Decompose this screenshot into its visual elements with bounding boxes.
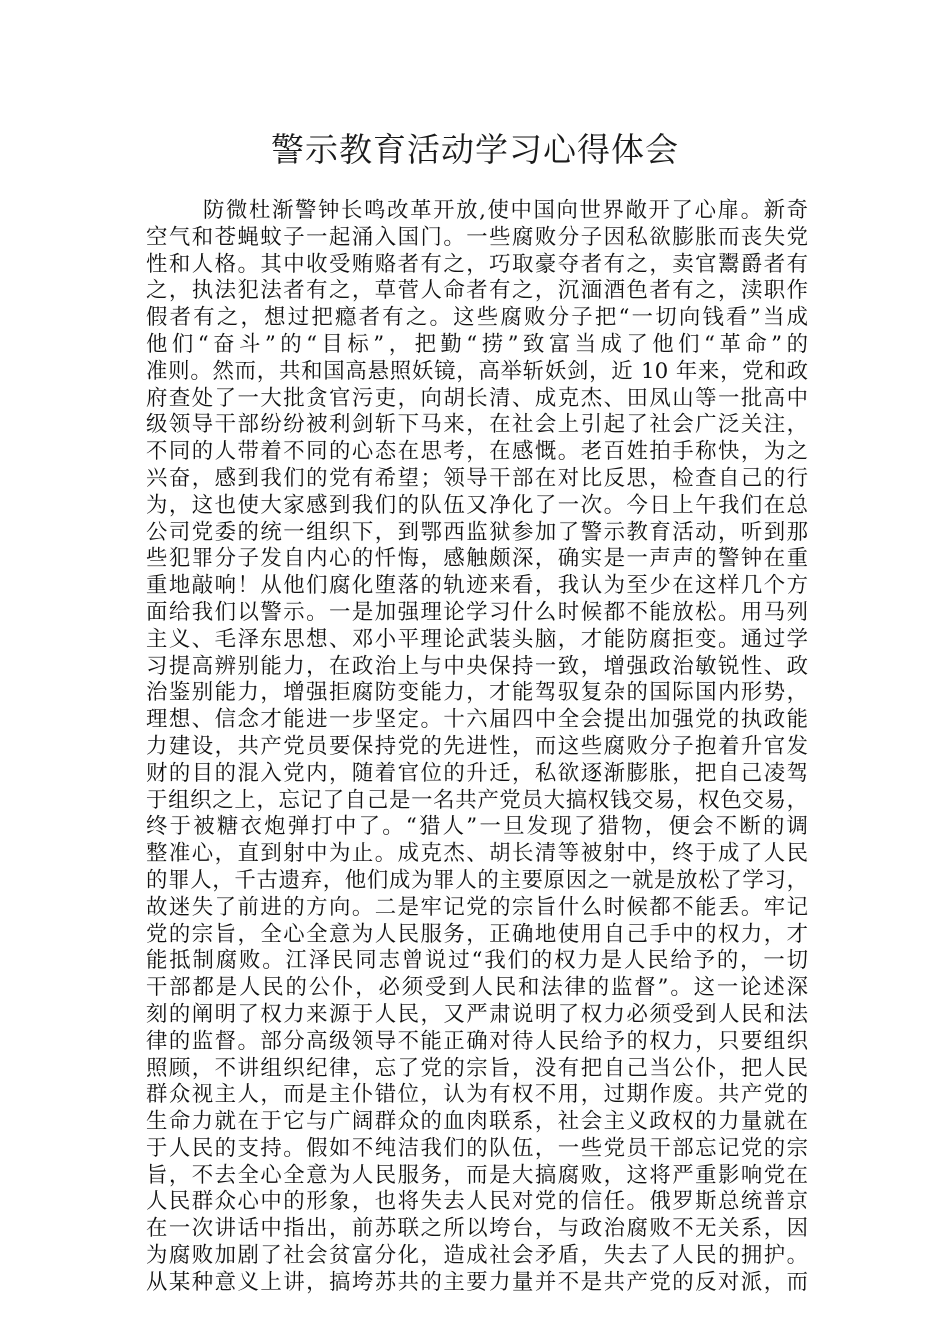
body-line: 能抵制腐败。江泽民同志曾说过“我们的权力是人民给予的，一切 — [146, 948, 808, 974]
body-line: 面给我们以警示。一是加强理论学习什么时候都不能放松。用马列 — [146, 599, 808, 625]
body-line: 级领导干部纷纷被利剑斩下马来，在社会上引起了社会广泛关注， — [146, 412, 808, 438]
body-line: 刻的阐明了权力来源于人民，又严肃说明了权力必须受到人民和法 — [146, 1001, 808, 1027]
body-line: 些犯罪分子发自内心的忏悔，感触颇深，确实是一声声的警钟在重 — [146, 546, 808, 572]
body-line: 于人民的支持。假如不纯洁我们的队伍，一些党员干部忘记党的宗 — [146, 1135, 808, 1161]
body-line: 不同的人带着不同的心态在思考，在感慨。老百姓拍手称快，为之 — [146, 439, 808, 465]
body-line: 党的宗旨，全心全意为人民服务，正确地使用自己手中的权力，才 — [146, 921, 808, 947]
body-line: 兴奋，感到我们的党有希望；领导干部在对比反思，检查自己的行 — [146, 465, 808, 491]
body-line: 防微杜渐警钟长鸣改革开放,使中国向世界敞开了心扉。新奇 — [203, 198, 808, 223]
body-line: 习提高辨别能力，在政治上与中央保持一致，增强政治敏锐性、政 — [146, 653, 808, 679]
body-line: 假者有之，想过把瘾者有之。这些腐败分子把“一切向钱看”当成 — [146, 305, 808, 331]
body-line: 从某种意义上讲，搞垮苏共的主要力量并不是共产党的反对派，而 — [146, 1269, 808, 1295]
body-line: 理想、信念才能进一步坚定。十六届四中全会提出加强党的执政能 — [146, 707, 808, 733]
body-line: 群众视主人，而是主仆错位，认为有权不用，过期作废。共产党的 — [146, 1082, 808, 1108]
body-line: 人民群众心中的形象，也将失去人民对党的信任。俄罗斯总统普京 — [146, 1189, 808, 1215]
body-line: 为，这也使大家感到我们的队伍又净化了一次。今日上午我们在总 — [146, 492, 808, 518]
body-line: 为腐败加剧了社会贫富分化，造成社会矛盾，失去了人民的拥护。 — [146, 1243, 808, 1269]
body-line: 他们“奋斗”的“目标”，把勤“捞”致富当成了他们“革命”的 — [146, 331, 808, 357]
body-line: 于组织之上，忘记了自己是一名共产党员大搞权钱交易，权色交易， — [146, 787, 808, 813]
body-line: 干部都是人民的公仆，必须受到人民和法律的监督”。这一论述深 — [146, 975, 808, 1001]
body-line: 府查处了一大批贪官污吏，向胡长清、成克杰、田凤山等一批高中 — [146, 385, 808, 411]
body-line: 准则。然而，共和国高悬照妖镜，高举斩妖剑，近 10 年来，党和政 — [146, 358, 808, 384]
body-line: 公司党委的统一组织下，到鄂西监狱参加了警示教育活动，听到那 — [146, 519, 808, 545]
body-line: 之，执法犯法者有之，草菅人命者有之，沉湎酒色者有之，渎职作 — [146, 278, 808, 304]
body-line: 旨，不去全心全意为人民服务，而是大搞腐败，这将严重影响党在 — [146, 1162, 808, 1188]
body-line: 性和人格。其中收受贿赂者有之，巧取豪夺者有之，卖官鬻爵者有 — [146, 251, 808, 277]
body-line: 整准心，直到射中为止。成克杰、胡长清等被射中，终于成了人民 — [146, 841, 808, 867]
body-line: 空气和苍蝇蚊子一起涌入国门。一些腐败分子因私欲膨胀而丧失党 — [146, 224, 808, 250]
body-line: 故迷失了前进的方向。二是牢记党的宗旨什么时候都不能丢。牢记 — [146, 894, 808, 920]
body-line: 治鉴别能力，增强拒腐防变能力，才能驾驭复杂的国际国内形势， — [146, 680, 808, 706]
body-line: 力建设，共产党员要保持党的先进性，而这些腐败分子抱着升官发 — [146, 733, 808, 759]
body-line: 终于被糖衣炮弹打中了。“猎人”一旦发现了猎物，便会不断的调 — [146, 814, 808, 840]
body-line: 生命力就在于它与广阔群众的血肉联系，社会主义政权的力量就在 — [146, 1109, 808, 1135]
body-line: 在一次讲话中指出，前苏联之所以垮台，与政治腐败不无关系，因 — [146, 1216, 808, 1242]
body-line: 财的目的混入党内，随着官位的升迁，私欲逐渐膨胀，把自己凌驾 — [146, 760, 808, 786]
document-body — [146, 198, 808, 1297]
body-line: 照顾，不讲组织纪律，忘了党的宗旨，没有把自己当公仆，把人民 — [146, 1055, 808, 1081]
body-line: 律的监督。部分高级领导不能正确对待人民给予的权力，只要组织 — [146, 1028, 808, 1054]
body-line: 的罪人，千古遗弃，他们成为罪人的主要原因之一就是放松了学习， — [146, 867, 808, 893]
body-line: 主义、毛泽东思想、邓小平理论武装头脑，才能防腐拒变。通过学 — [146, 626, 808, 652]
body-line: 重地敲响！从他们腐化堕落的轨迹来看，我认为至少在这样几个方 — [146, 573, 808, 599]
document-title: 警示教育活动学习心得体会 — [271, 130, 679, 169]
